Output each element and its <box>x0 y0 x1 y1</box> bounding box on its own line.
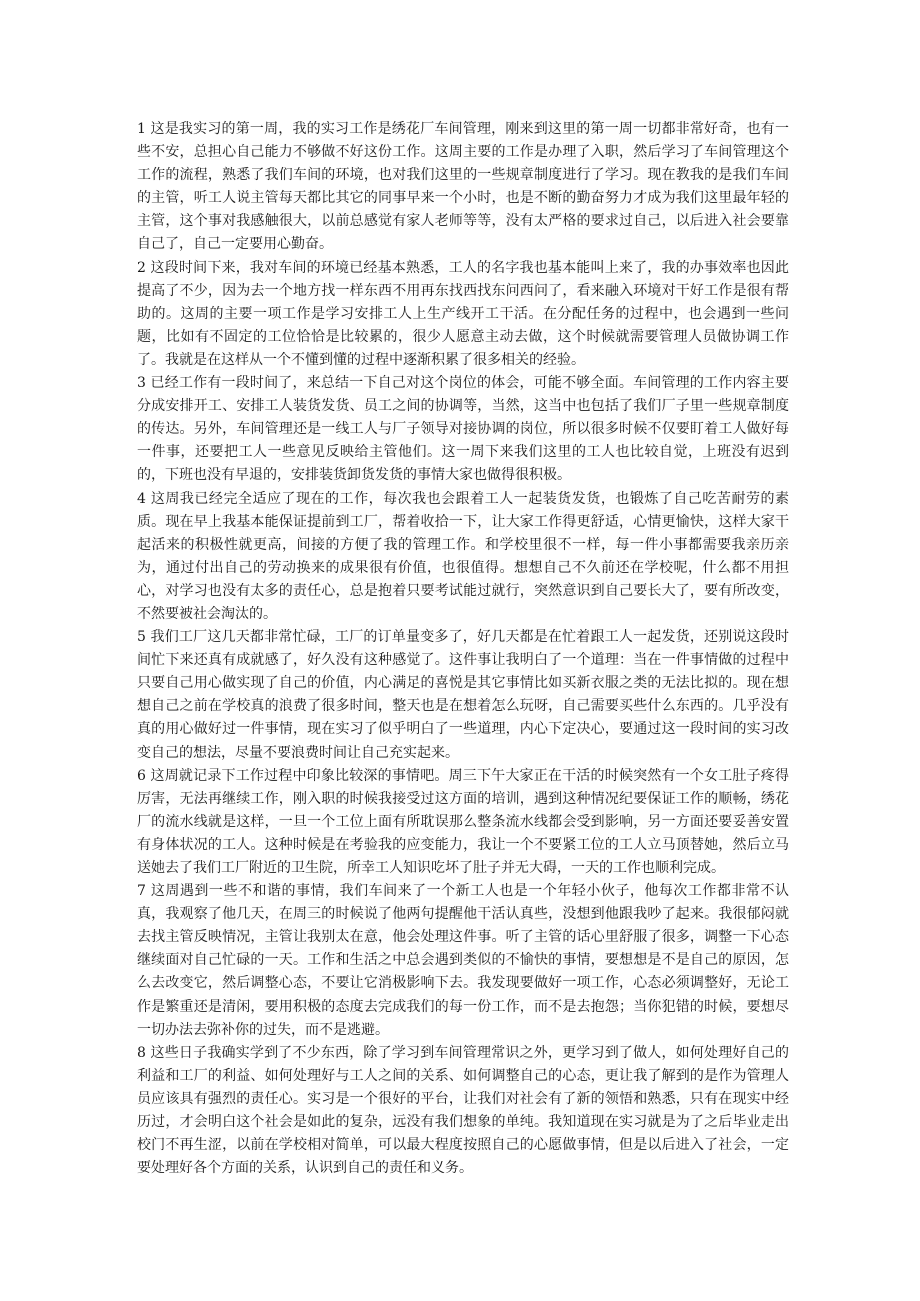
paragraph-week-6: 6 这周就记录下工作过程中印象比较深的事情吧。周三下午大家正在干活的时候突然有一个女工肚子疼得厉害，无法再继续工作，刚入职的时候我接受过这方面的培训，遇到这种情况纪要保证工作的顺畅，绣花厂的流水线就是这样，一旦一个工位上面有所耽误那么整条流水线都会受到影响，另一方面还要妥善安置有身体状况的工人。这种时候是在考验我的应变能力，我让一个不要紧工位的工人立马顶替她，然后立马送她去了我们工厂附近的卫生院，所幸工人知识吃坏了肚子并无大碍，一天的工作也顺利完成。 <box>137 767 789 876</box>
paragraph-week-1: 1 这是我实习的第一周，我的实习工作是绣花厂车间管理，刚来到这里的第一周一切都非常好奇，也有一些不安，总担心自己能力不够做不好这份工作。这周主要的工作是办理了入职，然后学习了车间管理这个工作的流程，熟悉了我们车间的环境，也对我们这里的一些规章制度进行了学习。现在教我的是我们车间的主管，听工人说主管每天都比其它的同事早来一个小时，也是不断的勤奋努力才成为我们这里最年轻的主管，这个事对我感触很大，以前总感觉有家人老师等等，没有太严格的要求过自己，以后进入社会要靠自己了，自己一定要用心勤奋。 <box>137 121 789 253</box>
document-body <box>137 118 789 1180</box>
paragraph-week-2: 2 这段时间下来，我对车间的环境已经基本熟悉，工人的名字我也基本能叫上来了，我的办事效率也因此提高了不少，因为去一个地方找一样东西不用再东找西找东问西问了，看来融入环境对干好工作是很有帮助的。这周的主要一项工作是学习安排工人上生产线开工干活。在分配任务的过程中，也会遇到一些问题，比如有不固定的工位恰恰是比较累的，很少人愿意主动去做，这个时候就需要管理人员做协调工作了。我就是在这样从一个不懂到懂的过程中逐渐积累了很多相关的经验。 <box>137 259 789 368</box>
paragraph-week-3: 3 已经工作有一段时间了，来总结一下自己对这个岗位的体会，可能不够全面。车间管理的工作内容主要分成安排开工、安排工人装货发货、员工之间的协调等，当然，这当中也包括了我们厂子里一些规章制度的传达。另外，车间管理还是一线工人与厂子领导对接协调的岗位，所以很多时候不仅要盯着工人做好每一件事，还要把工人一些意见反映给主管他们。这一周下来我们这里的工人也比较自觉，上班没有迟到的，下班也没有早退的，安排装货卸货发货的事情大家也做得很积极。 <box>137 375 789 484</box>
paragraph-week-4: 4 这周我已经完全适应了现在的工作，每次我也会跟着工人一起装货发货，也锻炼了自己吃苦耐劳的素质。现在早上我基本能保证提前到工厂，帮着收拾一下，让大家工作得更舒适，心情更愉快，这样大家干起活来的积极性就更高，间接的方便了我的管理工作。和学校里很不一样，每一件小事都需要我亲历亲为，通过付出自己的劳动换来的成果很有价值，也很值得。想想自己不久前还在学校呢，什么都不用担心，对学习也没有太多的责任心，总是抱着只要考试能过就行，突然意识到自己要长大了，要有所改变，不然要被社会淘汰的。 <box>137 490 789 622</box>
paragraph-week-8: 8 这些日子我确实学到了不少东西，除了学习到车间管理常识之外，更学习到了做人，如何处理好自己的利益和工厂的利益、如何处理好与工人之间的关系、如何调整自己的心态，更让我了解到的是作为管理人员应该具有强烈的责任心。实习是一个很好的平台，让我们对社会有了新的领悟和熟悉，只有在现实中经历过，才会明白这个社会是如此的复杂，远没有我们想象的单纯。我知道现在实习就是为了之后毕业走出校门不再生涩，以前在学校相对简单，可以最大程度按照自己的心愿做事情，但是以后进入了社会，一定要处理好各个方面的关系，认识到自己的责任和义务。 <box>137 1044 789 1177</box>
paragraph-week-5: 5 我们工厂这几天都非常忙碌，工厂的订单量变多了，好几天都是在忙着跟工人一起发货，还别说这段时间忙下来还真有成就感了，好久没有这种感觉了。这件事让我明白了一个道理：当在一件事情做的过程中只要自己用心做实现了自己的价值，内心满足的喜悦是其它事情比如买新衣服之类的无法比拟的。现在想想自己之前在学校真的浪费了很多时间，整天也是在想着怎么玩呀，自己需要买些什么东西的。几乎没有真的用心做好过一件事情，现在实习了似乎明白了一些道理，内心下定决心，要通过这一段时间的实习改变自己的想法，尽量不要浪费时间让自己充实起来。 <box>137 629 789 761</box>
paragraph-week-7: 7 这周遇到一些不和谐的事情，我们车间来了一个新工人也是一个年轻小伙子，他每次工作都非常不认真，我观察了他几天，在周三的时候说了他两句提醒他干活认真些，没想到他跟我吵了起来。我很郁闷就去找主管反映情况，主管让我别太在意，他会处理这件事。听了主管的话心里舒服了很多，调整一下心态继续面对自己忙碌的一天。工作和生活之中总会遇到类似的不愉快的事情，要想想是不是自己的原因，怎么去改变它，然后调整心态，不要让它消极影响下去。我发现要做好一项工作，心态必须调整好，无论工作是繁重还是清闲，要用积极的态度去完成我们的每一份工作，而不是去抱怨；当你犯错的时候，要想尽一切办法去弥补你的过失，而不是逃避。 <box>137 883 789 1038</box>
